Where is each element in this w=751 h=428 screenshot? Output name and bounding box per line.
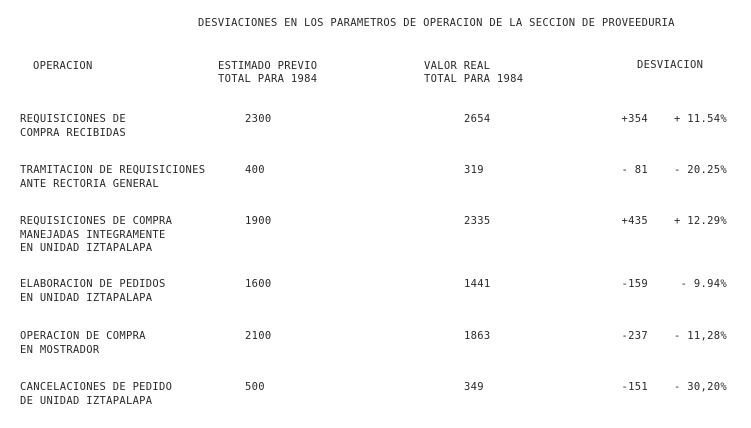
row-porcentaje: + 11.54% — [674, 113, 727, 125]
row-label-line: DE UNIDAD IZTAPALAPA — [20, 394, 153, 407]
row-label-line: COMPRA RECIBIDAS — [20, 126, 126, 139]
header-estimado — [218, 60, 317, 86]
row-label-line: ANTE RECTORIA GENERAL — [20, 177, 160, 190]
row-label — [20, 215, 172, 256]
header-desviacion: DESVIACION — [637, 59, 704, 71]
row-valor: 1441 — [464, 278, 491, 290]
row-label — [20, 330, 146, 357]
header-valor-line-2: TOTAL PARA 1984 — [424, 73, 524, 85]
row-label-line: ELABORACION DE PEDIDOS — [20, 278, 166, 290]
row-label-line: MANEJADAS INTEGRAMENTE — [20, 228, 166, 241]
row-label — [20, 278, 166, 305]
row-label-line: EN UNIDAD IZTAPALAPA — [20, 242, 153, 254]
row-estimado: 500 — [245, 381, 265, 393]
row-valor: 1863 — [464, 330, 491, 342]
row-porcentaje: - 11,28% — [674, 330, 727, 342]
row-valor: 349 — [464, 381, 484, 393]
row-porcentaje: - 20.25% — [674, 164, 727, 176]
header-estimado-line-2: TOTAL PARA 1984 — [218, 73, 318, 85]
row-label-line: REQUISICIONES DE COMPRA — [20, 215, 173, 227]
row-valor: 2654 — [464, 113, 491, 125]
row-estimado: 2100 — [245, 330, 272, 342]
row-estimado: 1900 — [245, 215, 272, 227]
row-desviacion: +435 — [621, 215, 648, 227]
row-label-line: CANCELACIONES DE PEDIDO — [20, 381, 173, 393]
header-estimado-line-1: ESTIMADO PREVIO — [218, 60, 318, 72]
row-estimado: 1600 — [245, 278, 272, 290]
header-valor — [424, 60, 523, 86]
header-operacion: OPERACION — [33, 60, 93, 72]
row-label-line: OPERACION DE COMPRA — [20, 330, 146, 342]
row-label — [20, 113, 126, 140]
row-label-line: EN MOSTRADOR — [20, 343, 100, 356]
row-estimado: 400 — [245, 164, 265, 176]
row-valor: 319 — [464, 164, 484, 176]
header-valor-line-1: VALOR REAL — [424, 60, 491, 72]
row-label-line: REQUISICIONES DE — [20, 113, 126, 125]
row-label — [20, 164, 205, 191]
row-valor: 2335 — [464, 215, 491, 227]
row-desviacion: -151 — [621, 381, 648, 393]
row-desviacion: -237 — [621, 330, 648, 342]
row-porcentaje: - 30,20% — [674, 381, 727, 393]
row-porcentaje: - 9.94% — [680, 278, 727, 290]
row-desviacion: - 81 — [621, 164, 648, 176]
row-label-line: EN UNIDAD IZTAPALAPA — [20, 291, 153, 304]
row-porcentaje: + 12.29% — [674, 215, 727, 227]
row-estimado: 2300 — [245, 113, 272, 125]
row-desviacion: -159 — [621, 278, 648, 290]
row-label — [20, 381, 172, 408]
row-label-line: TRAMITACION DE REQUISICIONES — [20, 164, 206, 176]
document-title: DESVIACIONES EN LOS PARAMETROS DE OPERACION DE LA SECCION DE PROVEEDURIA — [198, 17, 675, 29]
row-desviacion: +354 — [621, 113, 648, 125]
